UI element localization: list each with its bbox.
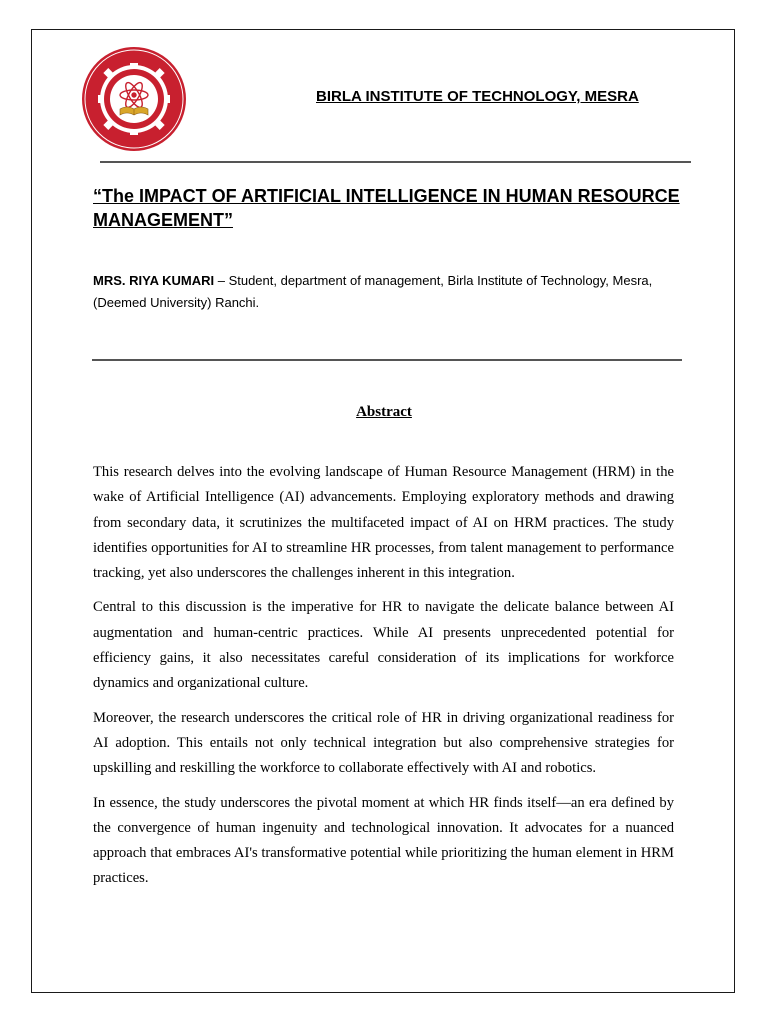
author-affiliation: – Student, department of management, Birla Institute of Technology, Mesra, (Deemed University) Ranchi. [93,273,653,310]
paper-title: “The IMPACT OF ARTIFICIAL INTELLIGENCE IN HUMAN RESOURCE MANAGEMENT” [93,186,680,230]
abstract-paragraph: This research delves into the evolving landscape of Human Resource Management (HRM) in the wake of Artificial Intelligence (AI) advancements. Employing exploratory methods and drawing from secondary data, it scrutinizes the multifaceted impact of AI on HRM practices. The study identifies opportunities for AI to streamline HR processes, from talent management to performance tracking, yet also underscores the challenges inherent in this integration. [93,464,674,582]
abstract-paragraph: Central to this discussion is the imperative for HR to navigate the delicate balance between AI augmentation and human-centric practices. While AI presents unprecedented potential for efficiency gains, it also necessitates careful consideration of its implications for workforce dynamics and organizational culture. [93,599,674,692]
author-line [93,270,683,314]
abstract-body [93,460,674,901]
author-divider [92,359,682,361]
header-divider [100,161,691,163]
institute-logo [80,45,188,153]
author-name: MRS. RIYA KUMARI [93,273,215,288]
abstract-paragraph: Moreover, the research underscores the critical role of HR in driving organizational readiness for AI adoption. This entails not only technical integration but also comprehensive strategies for upskilling and reskilling the workforce to collaborate effectively with AI and robotics. [93,709,674,777]
abstract-paragraph: In essence, the study underscores the pivotal moment at which HR finds itself—an era defined by the convergence of human ingenuity and technological innovation. It advocates for a nuanced approach that embraces AI's transformative potential while prioritizing the human element in HRM practices. [93,794,674,887]
institute-name: BIRLA INSTITUTE OF TECHNOLOGY, MESRA [316,88,639,105]
abstract-heading: Abstract [356,404,412,420]
